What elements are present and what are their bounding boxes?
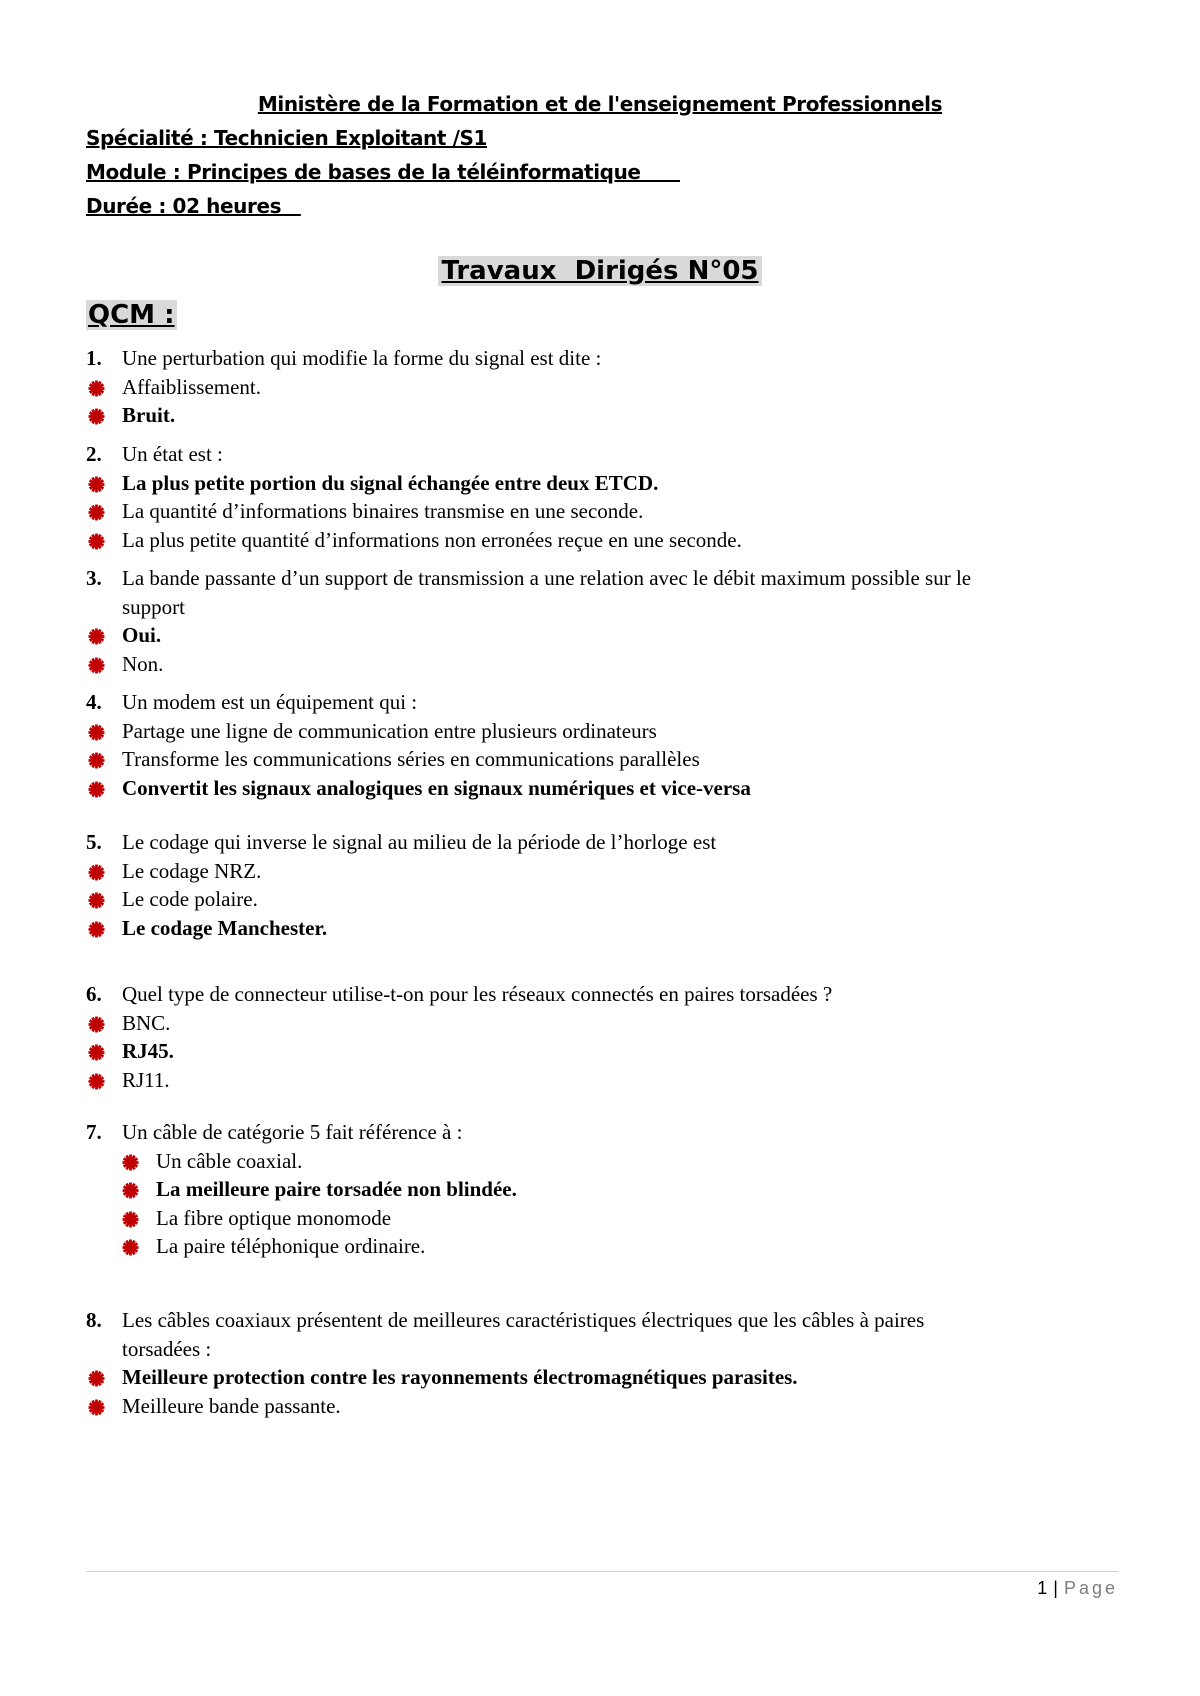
answer-text: Le codage Manchester. xyxy=(122,915,328,940)
answer-option xyxy=(86,1066,1118,1095)
star-bullet-icon xyxy=(88,1016,105,1033)
question-line: Une perturbation qui modifie la forme du signal est dite : xyxy=(122,346,602,370)
question-line: Un câble de catégorie 5 fait référence à : xyxy=(122,1120,463,1144)
answer-text: La paire téléphonique ordinaire. xyxy=(156,1234,426,1258)
answer-option xyxy=(86,857,1118,886)
module-line: Module : Principes de bases de la téléinformatique xyxy=(86,160,680,184)
star-bullet-icon xyxy=(88,1399,105,1416)
question-8 xyxy=(86,1306,1118,1420)
question-line: Un modem est un équipement qui : xyxy=(122,690,418,714)
answer-option-correct xyxy=(86,469,1118,498)
question-text xyxy=(86,1306,1118,1363)
answer-option xyxy=(86,650,1118,679)
question-text xyxy=(86,980,1118,1009)
answer-option xyxy=(86,1392,1118,1421)
answer-text: La meilleure paire torsadée non blindée. xyxy=(156,1177,517,1201)
question-number: 8. xyxy=(86,1308,102,1332)
question-line: Un état est : xyxy=(122,442,223,466)
answer-option-correct xyxy=(86,1363,1118,1392)
question-line: Les câbles coaxiaux présentent de meilleures caractéristiques électriques que les câbles à paires xyxy=(122,1308,925,1332)
section-heading: QCM : xyxy=(88,300,175,330)
document-title: Travaux Dirigés N°05 xyxy=(438,256,761,286)
question-number: 3. xyxy=(86,566,102,590)
star-bullet-icon xyxy=(88,1044,105,1061)
answer-text: Le codage NRZ. xyxy=(122,858,262,883)
footer-separator: | xyxy=(1053,1578,1058,1598)
star-bullet-icon xyxy=(88,724,105,741)
page-label: Page xyxy=(1063,1578,1118,1598)
answer-text: Non. xyxy=(122,651,164,676)
star-bullet-icon xyxy=(122,1182,139,1199)
answer-text: Meilleure protection contre les rayonnements électromagnétiques parasites. xyxy=(122,1365,798,1389)
answer-text: Transforme les communications séries en communications parallèles xyxy=(122,747,700,771)
answer-text: Le code polaire. xyxy=(122,887,258,911)
answer-option-correct xyxy=(86,914,1118,943)
question-text xyxy=(86,828,1118,857)
question-number: 4. xyxy=(86,690,102,714)
star-bullet-icon xyxy=(88,1370,105,1387)
answer-option xyxy=(86,717,1118,746)
star-bullet-icon xyxy=(88,921,105,938)
star-bullet-icon xyxy=(88,380,105,397)
question-5 xyxy=(86,828,1118,942)
answer-text: Affaiblissement. xyxy=(122,374,262,399)
answer-text: Oui. xyxy=(122,623,162,647)
answer-option xyxy=(86,885,1118,914)
answer-option-correct xyxy=(86,401,1118,430)
question-text xyxy=(86,1118,1118,1147)
question-text xyxy=(86,688,1118,717)
question-text xyxy=(86,344,1118,373)
question-number: 5. xyxy=(86,830,102,854)
answer-text: La plus petite portion du signal échangée entre deux ETCD. xyxy=(122,470,659,495)
answer-text: Convertit les signaux analogiques en signaux numériques et vice-versa xyxy=(122,775,751,800)
star-bullet-icon xyxy=(88,1073,105,1090)
answer-option-correct xyxy=(120,1175,1118,1204)
star-bullet-icon xyxy=(88,892,105,909)
star-bullet-icon xyxy=(88,533,105,550)
star-bullet-icon xyxy=(122,1154,139,1171)
answer-text: RJ11. xyxy=(122,1067,170,1092)
answer-text: Meilleure bande passante. xyxy=(122,1393,341,1418)
answer-option xyxy=(86,526,1118,555)
answer-option xyxy=(86,745,1118,774)
document-title-wrap xyxy=(0,256,1200,286)
star-bullet-icon xyxy=(88,628,105,645)
question-text xyxy=(86,440,1118,469)
star-bullet-icon xyxy=(88,657,105,674)
answer-option xyxy=(86,1009,1118,1038)
question-2 xyxy=(86,440,1118,554)
answer-text: La quantité d’informations binaires transmise en une seconde. xyxy=(122,499,644,523)
page-footer xyxy=(1037,1578,1118,1599)
question-6 xyxy=(86,980,1118,1094)
question-number: 1. xyxy=(86,346,102,370)
answer-option-correct xyxy=(86,774,1118,803)
question-3 xyxy=(86,564,1118,678)
question-line: Le codage qui inverse le signal au milieu de la période de l’horloge est xyxy=(122,830,717,854)
star-bullet-icon xyxy=(88,476,105,493)
answer-text: BNC. xyxy=(122,1010,171,1035)
answer-text: La plus petite quantité d’informations non erronées reçue en une seconde. xyxy=(122,527,742,552)
footer-divider xyxy=(86,1571,1118,1572)
star-bullet-icon xyxy=(88,781,105,798)
question-text xyxy=(86,564,1118,621)
ministry-header: Ministère de la Formation et de l'enseignement Professionnels xyxy=(257,92,943,116)
answer-option xyxy=(120,1232,1118,1261)
answer-option-correct xyxy=(86,1037,1118,1066)
answer-text: La fibre optique monomode xyxy=(156,1205,392,1230)
star-bullet-icon xyxy=(88,504,105,521)
question-number: 6. xyxy=(86,982,102,1006)
answer-option xyxy=(120,1147,1118,1176)
question-4 xyxy=(86,688,1118,802)
page-number: 1 xyxy=(1037,1578,1048,1598)
star-bullet-icon xyxy=(88,864,105,881)
question-line: torsadées : xyxy=(122,1336,212,1361)
question-line: Quel type de connecteur utilise-t-on pour les réseaux connectés en paires torsadées ? xyxy=(122,982,833,1006)
specialty-line: Spécialité : Technicien Exploitant /S1 xyxy=(86,126,488,150)
question-7 xyxy=(86,1118,1118,1261)
answer-option xyxy=(86,497,1118,526)
answer-option-correct xyxy=(86,621,1118,650)
question-number: 2. xyxy=(86,442,102,466)
star-bullet-icon xyxy=(88,408,105,425)
answer-text: RJ45. xyxy=(122,1039,174,1063)
star-bullet-icon xyxy=(88,752,105,769)
star-bullet-icon xyxy=(122,1239,139,1256)
answer-text: Partage une ligne de communication entre plusieurs ordinateurs xyxy=(122,718,657,743)
question-line: La bande passante d’un support de transmission a une relation avec le débit maximum possible sur le xyxy=(122,566,972,590)
star-bullet-icon xyxy=(122,1211,139,1228)
question-1 xyxy=(86,344,1118,430)
question-line: support xyxy=(122,594,185,619)
answer-option xyxy=(120,1204,1118,1233)
answer-text: Bruit. xyxy=(122,403,176,427)
answer-text: Un câble coaxial. xyxy=(156,1148,303,1173)
question-number: 7. xyxy=(86,1120,102,1144)
answer-option xyxy=(86,373,1118,402)
duration-line: Durée : 02 heures xyxy=(86,194,301,218)
